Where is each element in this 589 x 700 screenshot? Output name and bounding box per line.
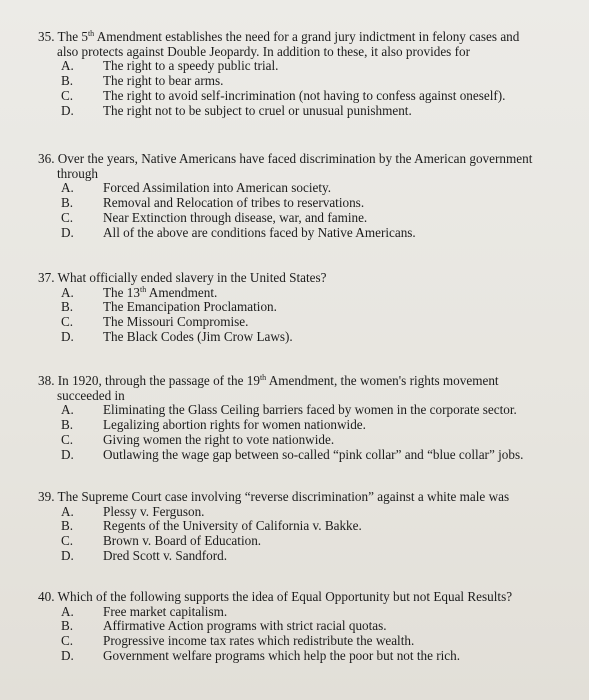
option-text: The 13th Amendment. <box>103 284 218 300</box>
option-text: The right to avoid self-incrimination (not having to confess against oneself). <box>103 87 506 103</box>
answer-option-c <box>0 315 589 330</box>
answer-option-d <box>0 448 589 463</box>
question-text: What officially ended slavery in the United States? <box>57 270 327 285</box>
answer-option-c <box>0 634 589 649</box>
option-text: Plessy v. Ferguson. <box>103 503 205 519</box>
option-letter: D. <box>61 224 74 240</box>
option-letter: A. <box>61 58 74 74</box>
answer-option-d <box>0 104 589 119</box>
question-number: 38. <box>38 373 55 388</box>
question-37 <box>0 271 589 345</box>
option-text: Outlawing the wage gap between so-called “pink collar” and “blue collar” jobs. <box>103 446 524 462</box>
option-text: The right to bear arms. <box>103 72 224 88</box>
question-text-continued: through <box>57 165 99 181</box>
option-text: All of the above are conditions faced by Native Americans. <box>103 224 416 240</box>
option-letter: A. <box>61 284 74 300</box>
option-letter: D. <box>61 102 74 118</box>
option-letter: C. <box>61 87 74 103</box>
option-letter: A. <box>61 603 74 619</box>
option-text: Regents of the University of California v. Bakke. <box>103 518 362 534</box>
option-letter: A. <box>61 402 74 418</box>
option-letter: C. <box>61 431 74 447</box>
question-text: In 1920, through the passage of the 19th Amendment, the women's rights movement <box>57 373 499 388</box>
answer-option-b <box>0 418 589 433</box>
answer-option-a <box>0 505 589 520</box>
question-text-continued: succeeded in <box>57 387 125 403</box>
answer-option-c <box>0 433 589 448</box>
option-text: Eliminating the Glass Ceiling barriers faced by women in the corporate sector. <box>103 402 517 418</box>
option-text: The Black Codes (Jim Crow Laws). <box>103 328 293 344</box>
answer-option-a <box>0 605 589 620</box>
question-stem <box>0 152 589 167</box>
answer-option-d <box>0 330 589 345</box>
option-letter: D. <box>61 328 74 344</box>
question-number: 36. <box>38 151 55 166</box>
option-text: The Emancipation Proclamation. <box>103 299 277 315</box>
answer-option-a <box>0 181 589 196</box>
option-letter: D. <box>61 547 74 563</box>
option-text: Progressive income tax rates which redistribute the wealth. <box>103 633 415 649</box>
question-39 <box>0 490 589 564</box>
option-text: The right to a speedy public trial. <box>103 58 279 74</box>
question-number: 40. <box>38 589 55 604</box>
answer-option-d <box>0 549 589 564</box>
question-text: Which of the following supports the idea of Equal Opportunity but not Equal Results? <box>57 589 513 604</box>
option-letter: B. <box>61 618 74 634</box>
answer-option-a <box>0 286 589 301</box>
question-stem <box>0 590 589 605</box>
option-letter: D. <box>61 647 74 663</box>
option-letter: B. <box>61 416 74 432</box>
option-text: Free market capitalism. <box>103 603 228 619</box>
option-letter: B. <box>61 518 74 534</box>
option-text: Giving women the right to vote nationwide. <box>103 431 335 447</box>
question-stem <box>0 30 589 45</box>
answer-option-a <box>0 59 589 74</box>
option-text: Legalizing abortion rights for women nationwide. <box>103 416 366 432</box>
option-text: Forced Assimilation into American society. <box>103 180 332 196</box>
question-40 <box>0 590 589 664</box>
option-text: Dred Scott v. Sandford. <box>103 547 228 563</box>
option-letter: A. <box>61 180 74 196</box>
question-stem <box>0 490 589 505</box>
option-letter: B. <box>61 299 74 315</box>
answer-option-d <box>0 226 589 241</box>
question-number: 39. <box>38 489 55 504</box>
option-text: Government welfare programs which help the poor but not the rich. <box>103 647 461 663</box>
question-text: The Supreme Court case involving “reverse discrimination” against a white male was <box>57 489 510 504</box>
answer-option-c <box>0 534 589 549</box>
answer-option-a <box>0 403 589 418</box>
answer-option-b <box>0 74 589 89</box>
answer-option-b <box>0 519 589 534</box>
option-letter: B. <box>61 72 74 88</box>
question-text: Over the years, Native Americans have faced discrimination by the American government <box>57 151 533 166</box>
option-text: The Missouri Compromise. <box>103 314 249 330</box>
answer-option-c <box>0 89 589 104</box>
question-number: 37. <box>38 270 55 285</box>
option-letter: C. <box>61 209 74 225</box>
option-letter: A. <box>61 503 74 519</box>
question-stem <box>0 271 589 286</box>
option-letter: C. <box>61 533 74 549</box>
question-38 <box>0 374 589 462</box>
answer-option-d <box>0 649 589 664</box>
question-stem <box>0 374 589 389</box>
option-text: The right not to be subject to cruel or unusual punishment. <box>103 102 412 118</box>
question-number: 35. <box>38 29 55 44</box>
option-letter: C. <box>61 314 74 330</box>
option-letter: B. <box>61 194 74 210</box>
answer-option-b <box>0 300 589 315</box>
question-35 <box>0 30 589 118</box>
question-36 <box>0 152 589 240</box>
option-text: Near Extinction through disease, war, and famine. <box>103 209 368 225</box>
option-letter: D. <box>61 446 74 462</box>
answer-option-c <box>0 211 589 226</box>
option-text: Affirmative Action programs with strict racial quotas. <box>103 618 387 634</box>
answer-option-b <box>0 196 589 211</box>
option-text: Removal and Relocation of tribes to reservations. <box>103 194 365 210</box>
answer-option-b <box>0 619 589 634</box>
question-text: The 5th Amendment establishes the need for a grand jury indictment in felony cases and <box>57 29 520 44</box>
option-text: Brown v. Board of Education. <box>103 533 262 549</box>
question-text-continued: also protects against Double Jeopardy. In addition to these, it also provides for <box>57 43 470 59</box>
option-letter: C. <box>61 633 74 649</box>
